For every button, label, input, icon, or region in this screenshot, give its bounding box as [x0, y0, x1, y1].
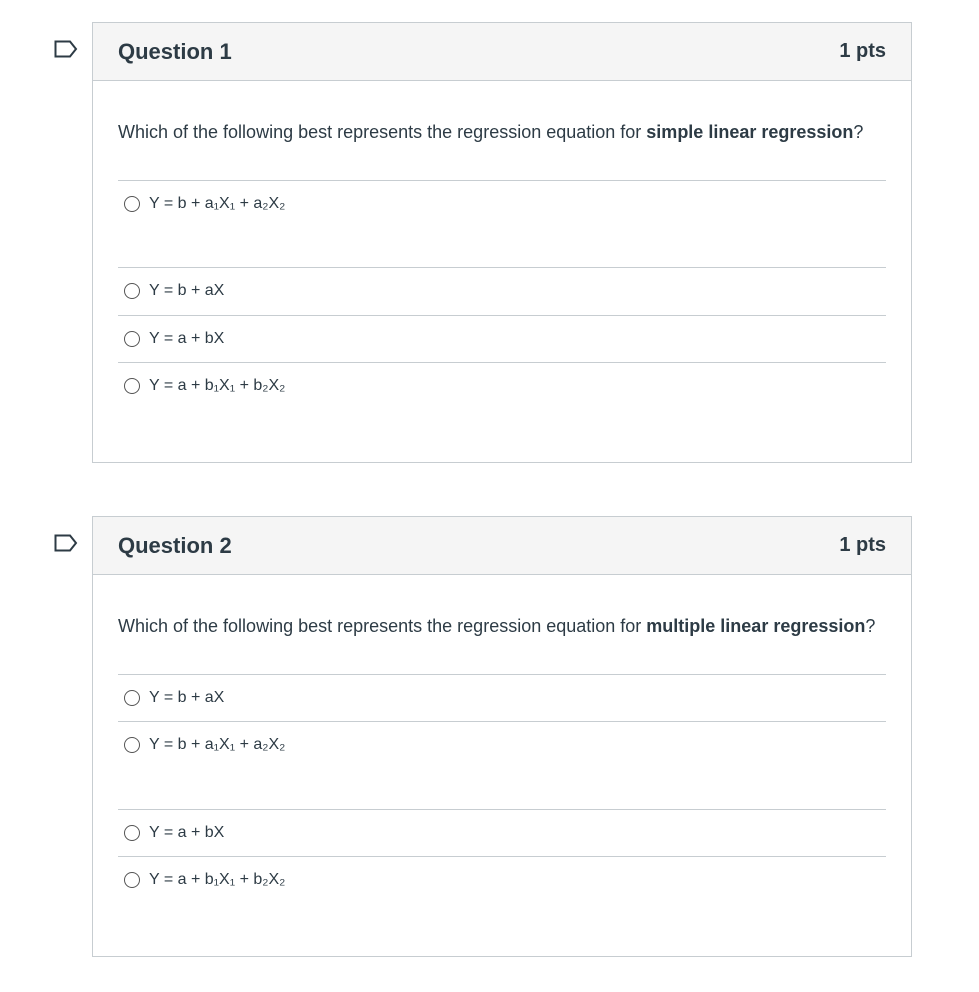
- question-header: [93, 517, 911, 575]
- question-prompt: Which of the following best represents the regression equation for multiple linear regression?: [118, 616, 876, 636]
- question-title: Question 2: [118, 532, 232, 558]
- radio-button[interactable]: [124, 825, 140, 841]
- answer-option[interactable]: [118, 267, 886, 315]
- answer-label: Y = a + b₁X₁ + b₂X₂: [149, 377, 286, 394]
- question-card: [92, 516, 912, 957]
- answer-label: Y = b + a₁X₁ + a₂X₂: [149, 736, 286, 753]
- question-header: [93, 23, 911, 81]
- radio-button[interactable]: [124, 196, 140, 212]
- question-card: [92, 22, 912, 463]
- answer-label: Y = a + bX: [149, 824, 225, 841]
- answer-option[interactable]: [118, 674, 886, 721]
- question-title: Question 1: [118, 38, 232, 64]
- answer-option[interactable]: [118, 721, 886, 809]
- answer-option[interactable]: [118, 362, 886, 412]
- question-prompt: Which of the following best represents the regression equation for simple linear regression?: [118, 122, 864, 142]
- answer-option[interactable]: [118, 315, 886, 362]
- answer-label: Y = a + bX: [149, 330, 225, 347]
- answer-list: [118, 674, 886, 906]
- radio-button[interactable]: [124, 872, 140, 888]
- radio-button[interactable]: [124, 737, 140, 753]
- answer-option[interactable]: [118, 809, 886, 856]
- answer-label: Y = a + b₁X₁ + b₂X₂: [149, 871, 286, 888]
- answer-label: Y = b + aX: [149, 282, 225, 299]
- answer-label: Y = b + a₁X₁ + a₂X₂: [149, 195, 286, 212]
- answer-list: [118, 180, 886, 412]
- flag-question-icon[interactable]: [54, 534, 78, 552]
- radio-button[interactable]: [124, 378, 140, 394]
- radio-button[interactable]: [124, 283, 140, 299]
- answer-label: Y = b + aX: [149, 689, 225, 706]
- radio-button[interactable]: [124, 690, 140, 706]
- radio-button[interactable]: [124, 331, 140, 347]
- question-points: 1 pts: [839, 534, 886, 556]
- flag-question-icon[interactable]: [54, 40, 78, 58]
- answer-option[interactable]: [118, 180, 886, 267]
- answer-option[interactable]: [118, 856, 886, 906]
- question-points: 1 pts: [839, 40, 886, 62]
